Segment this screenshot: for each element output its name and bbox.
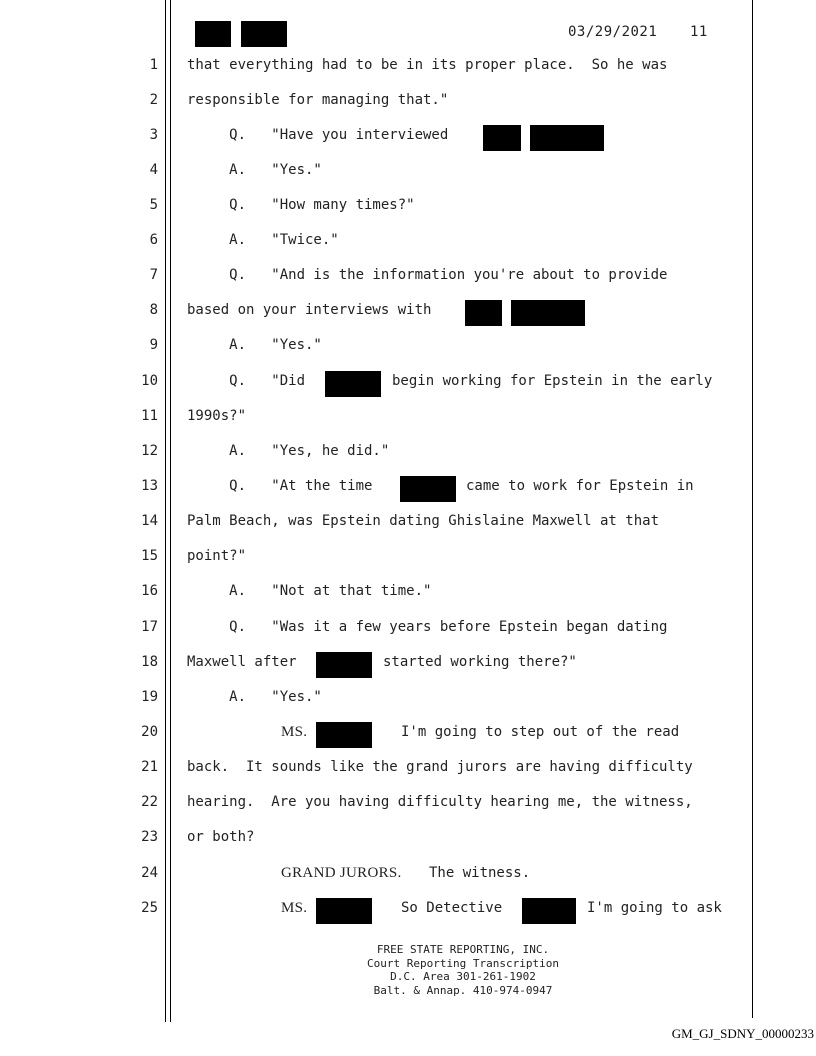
header-date: 03/29/2021: [568, 24, 658, 40]
redaction: [316, 652, 372, 678]
transcript-line: hearing. Are you having difficulty hearing me, the witness,: [187, 794, 693, 810]
line-number: 14: [141, 513, 158, 529]
transcript-line: back. It sounds like the grand jurors are having difficulty: [187, 759, 693, 775]
redaction: [316, 722, 372, 748]
speaker-label: MS.: [281, 900, 308, 916]
header-redaction-1: [195, 21, 231, 47]
footer-service: Court Reporting Transcription: [366, 956, 560, 970]
transcript-line: responsible for managing that.": [187, 92, 449, 108]
footer-company: FREE STATE REPORTING, INC.: [376, 943, 550, 956]
transcript-line: Q. "And is the information you're about to provide: [187, 267, 668, 283]
transcript-line-cont: came to work for Epstein in: [466, 478, 694, 494]
line-number: 17: [141, 619, 158, 635]
transcript-line: A. "Yes.": [187, 689, 322, 705]
redaction: [316, 898, 372, 924]
transcript-line-cont: The witness.: [429, 865, 531, 881]
line-number: 15: [141, 548, 158, 564]
transcript-line: A. "Twice.": [187, 232, 339, 248]
transcript-line: Palm Beach, was Epstein dating Ghislaine Maxwell at that: [187, 513, 660, 529]
bates-number: GM_GJ_SDNY_00000233: [671, 1026, 814, 1041]
transcript-line: Q. "At the time: [187, 478, 373, 494]
line-number: 19: [141, 689, 158, 705]
transcript-line: Q. "How many times?": [187, 197, 415, 213]
redaction: [483, 125, 521, 151]
transcript-line: Maxwell after: [187, 654, 297, 670]
transcript-line-cont: So Detective: [401, 900, 503, 916]
speaker-label: GRAND JURORS.: [281, 865, 402, 881]
left-margin-rule-1: [165, 0, 166, 1022]
transcript-line: point?": [187, 548, 247, 564]
line-number: 5: [149, 197, 158, 213]
transcript-line-cont: started working there?": [383, 654, 577, 670]
redaction: [522, 898, 576, 924]
line-number: 9: [149, 337, 158, 353]
transcript-line-cont: I'm going to ask: [587, 900, 722, 916]
line-number: 3: [149, 127, 158, 143]
line-number: 20: [141, 724, 158, 740]
redaction: [530, 125, 604, 151]
transcript-line: A. "Yes.": [187, 162, 322, 178]
transcript-line: 1990s?": [187, 408, 247, 424]
right-margin-rule: [752, 0, 753, 1018]
line-number: 16: [141, 583, 158, 599]
redaction: [511, 300, 585, 326]
transcript-line: A. "Yes, he did.": [187, 443, 390, 459]
left-margin-rule-2: [170, 0, 171, 1022]
line-number: 1: [149, 57, 158, 73]
line-number: 11: [141, 408, 158, 424]
line-number: 4: [149, 162, 158, 178]
footer-phone-balt: Balt. & Annap. 410-974-0947: [373, 983, 553, 997]
line-number: 21: [141, 759, 158, 775]
line-number: 7: [149, 267, 158, 283]
header-page-number: 11: [690, 24, 708, 40]
redaction: [465, 300, 502, 326]
transcript-line-cont: begin working for Epstein in the early: [392, 373, 713, 389]
transcript-line: Q. "Was it a few years before Epstein began dating: [187, 619, 668, 635]
line-number: 12: [141, 443, 158, 459]
line-number: 10: [141, 373, 158, 389]
line-number: 24: [141, 865, 158, 881]
transcript-line: A. "Yes.": [187, 337, 322, 353]
line-number: 22: [141, 794, 158, 810]
line-number: 25: [141, 900, 158, 916]
transcript-line: Q. "Did: [187, 373, 306, 389]
redaction: [325, 371, 381, 397]
line-number: 23: [141, 829, 158, 845]
line-number: 2: [149, 92, 158, 108]
transcript-line-cont: I'm going to step out of the read: [401, 724, 680, 740]
line-number: 8: [149, 302, 158, 318]
speaker-label: MS.: [281, 724, 308, 740]
transcript-line: Q. "Have you interviewed: [187, 127, 449, 143]
line-number: 6: [149, 232, 158, 248]
line-number: 18: [141, 654, 158, 670]
transcript-line: or both?: [187, 829, 255, 845]
footer-phone-dc: D.C. Area 301-261-1902: [390, 970, 536, 983]
redaction: [400, 476, 456, 502]
transcript-line: A. "Not at that time.": [187, 583, 432, 599]
line-number: 13: [141, 478, 158, 494]
header-redaction-2: [241, 21, 287, 47]
transcript-line: based on your interviews with: [187, 302, 432, 318]
reporter-footer: [300, 943, 626, 997]
transcript-line: that everything had to be in its proper place. So he was: [187, 57, 668, 73]
